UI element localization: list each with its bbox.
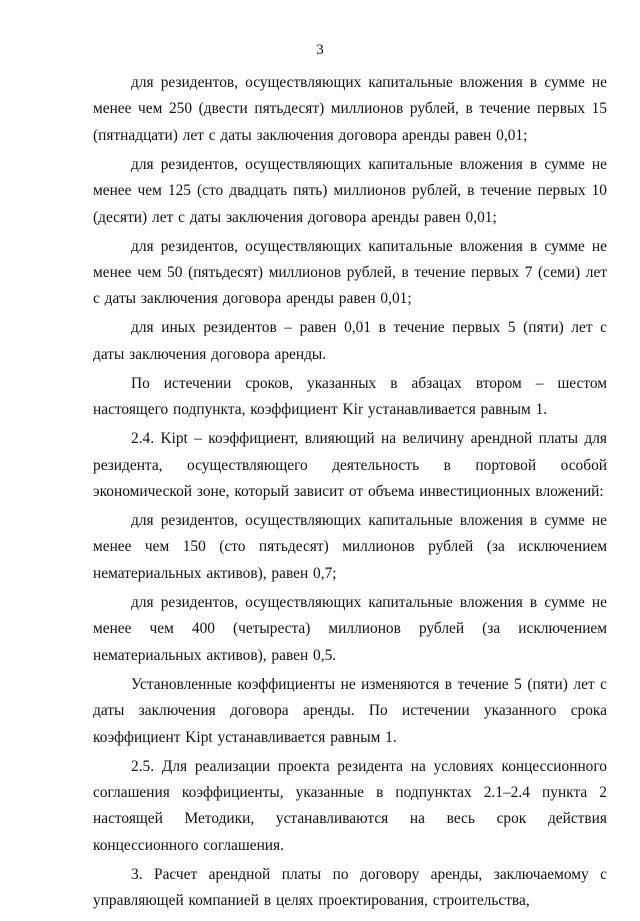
paragraph-kipt-definition: 2.4. Kipt – коэффициент, влияющий на величину арендной платы для резидента, осуществляющего деятельность в портовой особой экономической зоне, который зависит от объема инвестиционных вложений:: [93, 430, 607, 501]
paragraph-kir-expiry: По истечении сроков, указанных в абзацах втором – шестом настоящего подпункта, коэффициент Kir устанавливается равным 1.: [93, 374, 607, 419]
paragraph-kipt-150: для резидентов, осуществляющих капитальные вложения в сумме не менее чем 150 (сто пятьдесят) миллионов рублей (за исключением нематериальных активов), равен 0,7;: [93, 512, 607, 582]
paragraph-residents-50: для резидентов, осуществляющих капитальные вложения в сумме не менее чем 50 (пятьдесят) миллионов рублей, в течение первых 7 (семи) лет с даты заключения договора аренды равен 0,01;: [93, 237, 607, 308]
paragraph-kipt-400: для резидентов, осуществляющих капитальные вложения в сумме не менее чем 400 (четыреста) миллионов рублей (за исключением нематериальных активов), равен 0,5.: [93, 593, 607, 664]
paragraph-residents-125: для резидентов, осуществляющих капитальные вложения в сумме не менее чем 125 (сто двадцать пять) миллионов рублей, в течение первых 10 (десяти) лет с даты заключения договора аренды равен 0,01;: [93, 155, 607, 226]
paragraph-other-residents: для иных резидентов – равен 0,01 в течение первых 5 (пяти) лет с даты заключения договора аренды.: [93, 319, 607, 363]
paragraph-concession: 2.5. Для реализации проекта резидента на условиях концессионного соглашения коэффициенты, указанные в подпунктах 2.1–2.4 пункта 2 настоящей Методики, устанавливаются на весь срок действия концессионного соглашения.: [93, 757, 607, 854]
paragraph-rent-calculation: 3. Расчет арендной платы по договору аренды, заключаемому с управляющей компанией в целях проектирования, строительства,: [93, 865, 607, 910]
document-body: [93, 70, 607, 917]
page-number: 3: [316, 42, 324, 58]
paragraph-coefficients-fixed: Установленные коэффициенты не изменяются в течение 5 (пяти) лет с даты заключения договора аренды. По истечении указанного срока коэффициент Kipt устанавливается равным 1.: [93, 675, 607, 746]
paragraph-residents-250: для резидентов, осуществляющих капитальные вложения в сумме не менее чем 250 (двести пятьдесят) миллионов рублей, в течение первых 15 (пятнадцати) лет с даты заключения договора аренды равен 0,01;: [93, 74, 607, 144]
